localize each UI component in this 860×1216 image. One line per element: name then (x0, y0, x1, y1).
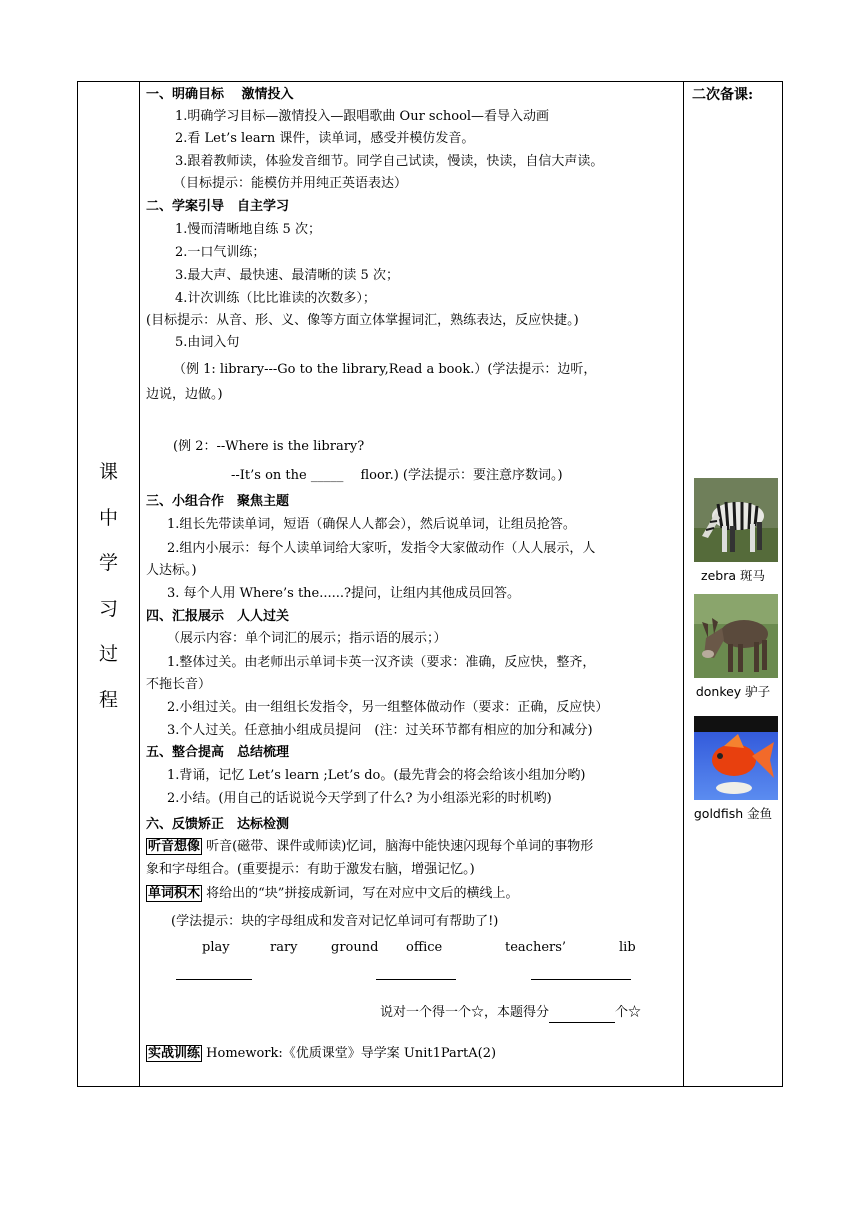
right-header: 二次备课: (692, 87, 754, 103)
donkey-photo-icon (694, 594, 778, 678)
text-line: 1.明确学习目标—激情投入—跟唱歌曲 Our school—看导入动画 (175, 109, 550, 124)
left-column (78, 82, 139, 1086)
picture-caption: zebra 斑马 (701, 568, 765, 583)
vertical-char: 过 (98, 643, 118, 665)
score-text: 说对一个得一个☆，本题得分 (380, 1005, 550, 1020)
text-line: 2.小结。(用自己的话说说今天学到了什么? 为小组添光彩的时机哟) (167, 791, 552, 806)
label-box: 单词积木 (148, 886, 201, 901)
picture-caption: goldfish 金鱼 (693, 806, 773, 821)
vertical-char: 中 (98, 506, 118, 529)
answer-blank[interactable] (531, 979, 631, 980)
text-line: 1.组长先带读单词，短语（确保人人都会），然后说单词，让组员抢答。 (167, 517, 576, 532)
text-line: (例 2：--Where is the library? (173, 439, 365, 454)
homework-text: Homework:《优质课堂》导学案 Unit1PartA(2) (206, 1046, 497, 1061)
right-column (684, 82, 782, 1086)
score-blank[interactable] (549, 1004, 615, 1023)
score-unit: 个☆ (615, 1005, 642, 1020)
text-line: （目标提示：能模仿并用纯正英语表达） (173, 176, 408, 191)
goldfish-photo-icon (694, 716, 778, 800)
text-line: 1.慢而清晰地自练 5 次； (175, 222, 321, 237)
text-line: 2.小组过关。由一组组长发指令，另一组整体做动作（要求：正确，反应快） (167, 700, 609, 715)
answer-blank[interactable] (176, 979, 252, 980)
text-line: --It’s on the _____ floor.) (学法提示：要注意序数词。) (231, 468, 563, 483)
text-line: 不拖长音） (146, 677, 212, 692)
word-block: lib (619, 940, 636, 955)
word-block: rary (270, 940, 298, 955)
section-heading: 二、学案引导 自主学习 (146, 199, 290, 214)
text-line: 3.个人过关。任意抽小组成员提问 (注：过关环节都有相应的加分和减分) (167, 723, 593, 738)
picture-caption: donkey 驴子 (695, 684, 771, 699)
text-line: 5.由词入句 (175, 335, 240, 350)
section-heading: 一、明确目标 激情投入 (146, 87, 294, 102)
text-line (146, 1045, 496, 1063)
text-line: (目标提示：从音、形、义、像等方面立体掌握词汇，熟练表达，反应快捷。) (146, 313, 579, 328)
section-heading: 六、反馈矫正 达标检测 (146, 817, 290, 832)
vertical-char: 程 (98, 688, 118, 711)
word-block: office (406, 940, 443, 955)
text-line: 象和字母组合。(重要提示：有助于激发右脑，增强记忆。) (146, 862, 475, 877)
section-heading: 四、汇报展示 人人过关 (146, 609, 290, 624)
vertical-char: 课 (98, 461, 118, 483)
label-box: 听音想像 (148, 839, 201, 854)
text-line: （例 1: library---Go to the library,Read a book.）(学法提示：边听， (173, 362, 597, 377)
main-content (140, 82, 683, 1086)
text-span: 将给出的“块”拼接成新词，写在对应中文后的横线上。 (206, 886, 519, 901)
vertical-char: 习 (98, 597, 118, 620)
text-line: 1.背诵，记忆 Let’s learn ;Let’s do。(最先背会的将会给该小组加分哟) (167, 768, 586, 783)
text-line: 人达标。) (146, 563, 197, 578)
text-line: 3.最大声、最快速、最清晰的读 5 次； (175, 268, 399, 283)
section-heading: 五、整合提高 总结梳理 (146, 745, 290, 760)
vertical-char: 学 (98, 552, 118, 574)
text-line: 边说，边做。) (146, 387, 223, 402)
text-line: 4.计次训练（比比谁读的次数多）； (175, 291, 376, 306)
text-line (146, 885, 518, 903)
section-heading: 三、小组合作 聚焦主题 (146, 494, 290, 509)
text-line: 3.跟着教师读，体验发音细节。同学自己试读，慢读，快读，自信大声读。 (175, 154, 604, 169)
text-line: 3. 每个人用 Where’s the......?提问，让组内其他成员回答。 (167, 586, 520, 601)
text-line: （展示内容：单个词汇的展示；指示语的展示；） (167, 631, 447, 646)
word-block: ground (331, 940, 379, 955)
text-line: 2.一口气训练； (175, 245, 266, 260)
text-line: 1.整体过关。由老师出示单词卡英一汉齐读（要求：准确，反应快，整齐， (167, 655, 596, 670)
text-line: 2.看 Let’s learn 课件，读单词，感受并模仿发音。 (175, 131, 475, 146)
text-span: 听音(磁带、课件或师读)忆词，脑海中能快速闪现每个单词的事物形 (206, 839, 594, 854)
label-box: 实战训练 (148, 1046, 201, 1061)
score-line (380, 1004, 641, 1023)
text-line (146, 838, 593, 856)
vertical-label (78, 450, 139, 723)
lesson-table (77, 81, 783, 1087)
word-block: play (202, 940, 230, 955)
zebra-photo-icon (694, 478, 778, 562)
text-line: (学法提示：块的字母组成和发音对记忆单词可有帮助了!) (171, 914, 499, 929)
text-line: 2.组内小展示：每个人读单词给大家听，发指令大家做动作（人人展示，人 (167, 541, 596, 556)
word-block: teachers’ (505, 940, 567, 955)
answer-blank[interactable] (376, 979, 456, 980)
